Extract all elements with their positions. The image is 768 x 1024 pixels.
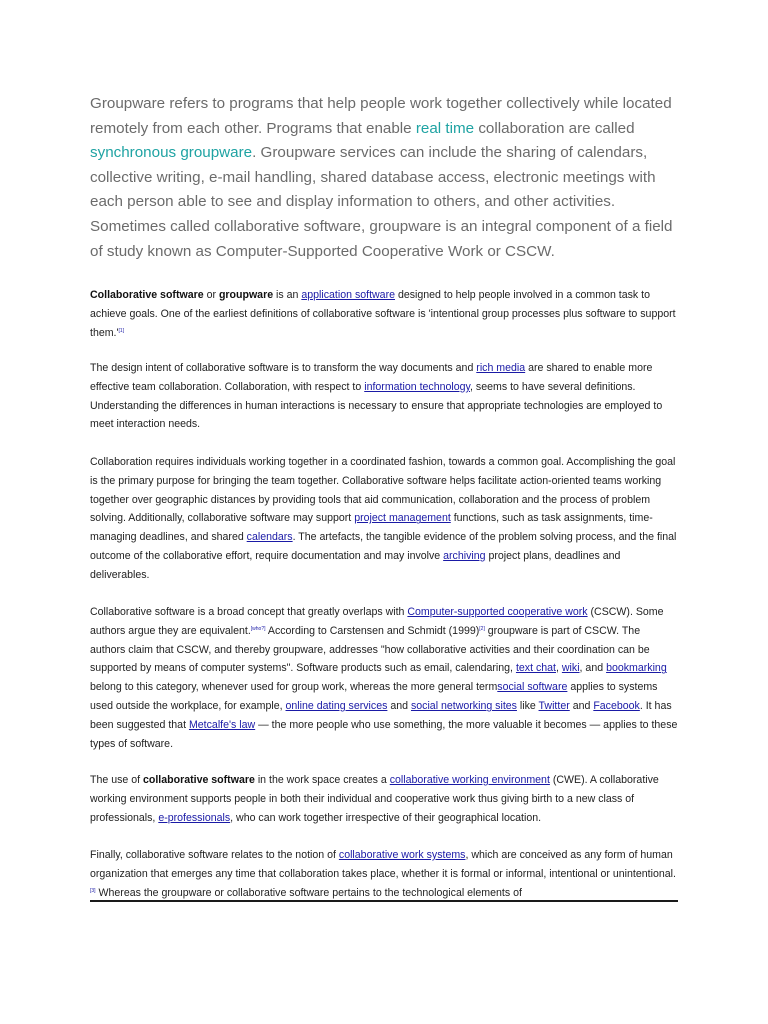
text-run: Collaborative software is a broad concept that greatly overlaps with — [90, 606, 408, 618]
paragraph-design-intent — [90, 359, 678, 434]
paragraph-cwe — [90, 771, 678, 827]
calendars-link[interactable]: calendars — [246, 531, 293, 544]
paragraph-collaboration — [90, 453, 678, 585]
text-run: or — [203, 289, 219, 301]
text-run: in the work space creates a — [254, 774, 390, 786]
e-professionals-link[interactable]: e-professionals — [158, 811, 231, 824]
facebook-link[interactable]: Facebook — [593, 699, 640, 712]
text-run: project plans, deadlines and deliverables. — [90, 549, 621, 581]
intro-text: . Groupware services can include the sharing of calendars, collective writing, e-mail handling, shared database access, electronic meetings with each person able to see and display information to others, and other activities. Sometimes called collaborative software, groupware is an integral component of a field of study known as Computer-Supported Cooperative Work or CSCW. — [90, 144, 673, 260]
citation-link[interactable]: [3] — [90, 887, 96, 894]
text-run: (CWE). A collaborative working environment supports people in both their individual and cooperative work thus giving birth to a new class of professionals, — [90, 774, 659, 824]
paragraph-definition — [90, 286, 678, 342]
text-run: like — [516, 699, 539, 712]
bold-term: collaborative software — [143, 774, 255, 786]
page-bottom-divider — [90, 900, 678, 902]
paragraph-cscw — [90, 603, 678, 753]
citation-link[interactable]: [1] — [118, 327, 125, 334]
text-run: , who can work together irrespective of their geographical location. — [230, 811, 542, 824]
text-run: , — [556, 662, 562, 675]
intro-paragraph — [90, 92, 678, 264]
rich-media-link[interactable]: rich media — [476, 362, 526, 374]
text-run: Whereas the groupware or collaborative software pertains to the technological elements of — [95, 886, 522, 899]
intro-text: Groupware refers to programs that help people work together collectively while located remotely from each other. Programs that enable — [90, 95, 672, 137]
text-run: , and — [579, 662, 607, 675]
bold-term: Collaborative software — [90, 289, 204, 301]
text-run: and — [387, 699, 411, 712]
text-run: The use of — [90, 774, 143, 786]
text-run: Collaboration requires individuals working together in a coordinated fashion, towards a common goal. Accomplishing the goal is the primary purpose for bringing the team together. Collaborative software helps facilitate action-oriented teams working together over geographic distances by providing tools that aid communication, collaboration and the process of problem solving. Additionally, collaborative software may support — [90, 456, 676, 525]
paragraph-work-systems — [90, 846, 678, 902]
archiving-link[interactable]: archiving — [443, 549, 486, 562]
bold-term: groupware — [218, 289, 274, 301]
text-chat-link[interactable]: text chat — [515, 662, 556, 675]
collaborative-working-environment-link[interactable]: collaborative working environment — [389, 774, 550, 786]
metcalfes-law-link[interactable]: Metcalfe's law — [188, 718, 256, 731]
text-run: is an — [273, 289, 302, 301]
collaborative-work-systems-link[interactable]: collaborative work systems — [338, 849, 466, 861]
information-technology-link[interactable]: information technology — [364, 380, 471, 393]
text-run: The design intent of collaborative software is to transform the way documents and — [90, 362, 477, 374]
text-run: functions, such as task assignments, time-managing deadlines, and shared — [90, 512, 653, 544]
bookmarking-link[interactable]: bookmarking — [606, 662, 667, 675]
text-run: belong to this category, whenever used for group work, whereas the more general term — [90, 681, 498, 694]
citation-link[interactable]: [2] — [479, 625, 485, 632]
text-run: groupware is part of CSCW. The authors claim that CSCW, and thereby groupware, addresses "how collaborative activities and their coordination can be supported by means of computer systems". Software products such as email, calendaring, — [90, 624, 650, 675]
social-networking-sites-link[interactable]: social networking sites — [410, 699, 517, 712]
text-run: and — [569, 699, 594, 712]
text-run: — the more people who use something, the more valuable it becomes — applies to these types of software. — [90, 718, 678, 750]
text-run: are shared to enable more effective team collaboration. Collaboration, with respect to — [90, 362, 653, 393]
intro-text: collaboration are called — [474, 119, 635, 137]
text-run: (CSCW). Some authors argue they are equivalent. — [90, 606, 664, 637]
application-software-link[interactable]: application software — [301, 289, 395, 301]
real-time-link[interactable]: real time — [415, 119, 475, 137]
social-software-link[interactable]: social software — [497, 681, 568, 694]
text-run: , seems to have several definitions. Understanding the differences in human interactions is necessary to ensure that appropriate technologies are employed to meet interaction needs. — [90, 380, 663, 431]
text-run: designed to help people involved in a common task to achieve goals. One of the earliest definitions of collaborative software is 'intentional group processes plus software to support them.' — [90, 289, 676, 339]
text-run: According to Carstensen and Schmidt (1999) — [265, 624, 480, 637]
project-management-link[interactable]: project management — [354, 512, 451, 525]
cscw-link[interactable]: Computer-supported cooperative work — [407, 606, 588, 618]
text-run: , which are conceived as any form of human organization that emerges any time that collaboration takes place, whether it is formal or informal, intentional or unintentional. — [90, 849, 676, 880]
synchronous-groupware-link[interactable]: synchronous groupware — [90, 144, 253, 162]
text-run: applies to systems used outside the workplace, for example, — [90, 681, 658, 712]
online-dating-services-link[interactable]: online dating services — [285, 699, 388, 712]
citation-link[interactable]: [who?] — [250, 625, 266, 632]
text-run: . It has been suggested that — [90, 699, 672, 731]
text-run: Finally, collaborative software relates to the notion of — [90, 849, 339, 861]
wiki-link[interactable]: wiki — [561, 662, 580, 675]
text-run: . The artefacts, the tangible evidence of the problem solving process, and the final outcome of the collaborative effort, require documentation and may involve — [90, 531, 677, 562]
twitter-link[interactable]: Twitter — [538, 699, 570, 712]
